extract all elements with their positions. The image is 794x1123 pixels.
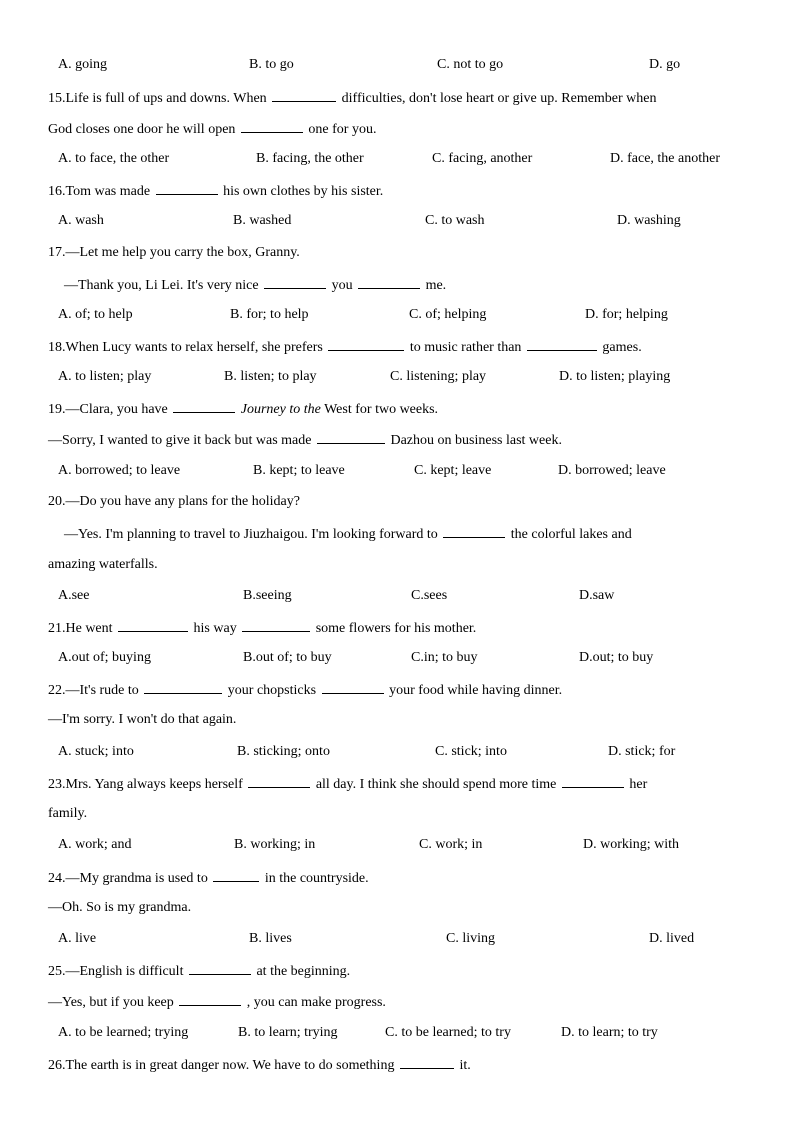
answer-blank bbox=[317, 431, 385, 444]
q23-option-d[interactable]: D. working; with bbox=[583, 837, 680, 852]
answer-blank bbox=[156, 182, 218, 195]
q14-options bbox=[0, 57, 794, 73]
q23-stem-line2: family. bbox=[48, 806, 88, 821]
answer-blank bbox=[179, 993, 241, 1006]
q15-options bbox=[0, 151, 794, 167]
q22-options bbox=[0, 744, 794, 760]
q24-option-d[interactable]: D. lived bbox=[649, 931, 695, 946]
answer-blank bbox=[358, 276, 420, 289]
q21-options bbox=[0, 650, 794, 666]
q14-option-c[interactable]: C. not to go bbox=[437, 57, 504, 72]
q15-stem-line2: God closes one door he will open one for you. bbox=[48, 122, 377, 137]
q19-option-d[interactable]: D. borrowed; leave bbox=[558, 463, 666, 478]
q16-option-a[interactable]: A. wash bbox=[58, 213, 104, 228]
q21-option-c[interactable]: C.in; to buy bbox=[411, 650, 478, 665]
q18-option-a[interactable]: A. to listen; play bbox=[58, 369, 152, 384]
q25-options bbox=[0, 1025, 794, 1041]
q18-option-c[interactable]: C. listening; play bbox=[390, 369, 487, 384]
q21-option-b[interactable]: B.out of; to buy bbox=[243, 650, 332, 665]
q25-option-c[interactable]: C. to be learned; to try bbox=[385, 1025, 511, 1040]
q14-option-a[interactable]: A. going bbox=[58, 57, 107, 72]
q19-stem-line2: —Sorry, I wanted to give it back but was made Dazhou on business last week. bbox=[48, 433, 562, 448]
answer-blank bbox=[242, 619, 310, 632]
q17-option-d[interactable]: D. for; helping bbox=[585, 307, 668, 322]
q23-option-c[interactable]: C. work; in bbox=[419, 837, 483, 852]
q21-stem: 21.He went his way some flowers for his mother. bbox=[48, 621, 477, 636]
q16-option-c[interactable]: C. to wash bbox=[425, 213, 485, 228]
q15-stem-line1: 15.Life is full of ups and downs. When difficulties, don't lose heart or give up. Remember when bbox=[48, 91, 657, 106]
answer-blank bbox=[144, 681, 222, 694]
q23-option-b[interactable]: B. working; in bbox=[234, 837, 316, 852]
q22-option-c[interactable]: C. stick; into bbox=[435, 744, 507, 759]
q23-option-a[interactable]: A. work; and bbox=[58, 837, 132, 852]
q20-options bbox=[0, 588, 794, 604]
q16-stem: 16.Tom was made his own clothes by his sister. bbox=[48, 184, 384, 199]
answer-blank bbox=[264, 276, 326, 289]
q21-option-a[interactable]: A.out of; buying bbox=[58, 650, 151, 665]
answer-blank bbox=[328, 338, 404, 351]
answer-blank bbox=[189, 962, 251, 975]
q22-option-a[interactable]: A. stuck; into bbox=[58, 744, 134, 759]
answer-blank bbox=[400, 1056, 454, 1069]
q19-option-b[interactable]: B. kept; to leave bbox=[253, 463, 345, 478]
answer-blank bbox=[322, 681, 384, 694]
q14-option-d[interactable]: D. go bbox=[649, 57, 681, 72]
q20-stem-line2: —Yes. I'm planning to travel to Jiuzhaigou. I'm looking forward to the colorful lakes and bbox=[64, 527, 632, 542]
q15-option-b[interactable]: B. facing, the other bbox=[256, 151, 364, 166]
q17-stem-line1: 17.—Let me help you carry the box, Granny. bbox=[48, 245, 300, 260]
q23-options bbox=[0, 837, 794, 853]
q20-option-c[interactable]: C.sees bbox=[411, 588, 448, 603]
answer-blank bbox=[527, 338, 597, 351]
q24-stem-line2: —Oh. So is my grandma. bbox=[48, 900, 192, 915]
q23-stem-line1: 23.Mrs. Yang always keeps herself all day. I think she should spend more time her bbox=[48, 777, 648, 792]
answer-blank bbox=[443, 525, 505, 538]
answer-blank bbox=[562, 775, 624, 788]
q19-options bbox=[0, 463, 794, 479]
q20-stem-line3: amazing waterfalls. bbox=[48, 557, 158, 572]
q16-option-b[interactable]: B. washed bbox=[233, 213, 292, 228]
q19-stem-line1: 19.—Clara, you have Journey to the West for two weeks. bbox=[48, 402, 439, 417]
q24-options bbox=[0, 931, 794, 947]
answer-blank bbox=[118, 619, 188, 632]
q25-stem-line2: —Yes, but if you keep , you can make progress. bbox=[48, 995, 386, 1010]
q22-stem-line1: 22.—It's rude to your chopsticks your food while having dinner. bbox=[48, 683, 563, 698]
q18-stem: 18.When Lucy wants to relax herself, she prefers to music rather than games. bbox=[48, 340, 642, 355]
q20-option-a[interactable]: A.see bbox=[58, 588, 90, 603]
q18-option-b[interactable]: B. listen; to play bbox=[224, 369, 317, 384]
q15-option-c[interactable]: C. facing, another bbox=[432, 151, 533, 166]
q25-option-d[interactable]: D. to learn; to try bbox=[561, 1025, 658, 1040]
q24-option-a[interactable]: A. live bbox=[58, 931, 97, 946]
q16-option-d[interactable]: D. washing bbox=[617, 213, 681, 228]
q25-option-b[interactable]: B. to learn; trying bbox=[238, 1025, 338, 1040]
q21-option-d[interactable]: D.out; to buy bbox=[579, 650, 654, 665]
q18-options bbox=[0, 369, 794, 385]
q20-stem-line1: 20.—Do you have any plans for the holiday? bbox=[48, 494, 300, 509]
q25-option-a[interactable]: A. to be learned; trying bbox=[58, 1025, 189, 1040]
answer-blank bbox=[248, 775, 310, 788]
q19-option-c[interactable]: C. kept; leave bbox=[414, 463, 492, 478]
answer-blank bbox=[272, 89, 336, 102]
q22-option-d[interactable]: D. stick; for bbox=[608, 744, 676, 759]
answer-blank bbox=[213, 869, 259, 882]
q20-option-d[interactable]: D.saw bbox=[579, 588, 615, 603]
q17-stem-line2: —Thank you, Li Lei. It's very nice you me. bbox=[64, 278, 447, 293]
q17-option-c[interactable]: C. of; helping bbox=[409, 307, 487, 322]
q25-stem-line1: 25.—English is difficult at the beginning. bbox=[48, 964, 351, 979]
q15-option-d[interactable]: D. face, the another bbox=[610, 151, 720, 166]
q22-stem-line2: —I'm sorry. I won't do that again. bbox=[48, 712, 237, 727]
q14-option-b[interactable]: B. to go bbox=[249, 57, 294, 72]
q24-option-c[interactable]: C. living bbox=[446, 931, 496, 946]
q15-option-a[interactable]: A. to face, the other bbox=[58, 151, 170, 166]
answer-blank bbox=[241, 120, 303, 133]
q24-stem-line1: 24.—My grandma is used to in the countryside. bbox=[48, 871, 369, 886]
q18-option-d[interactable]: D. to listen; playing bbox=[559, 369, 671, 384]
q16-options bbox=[0, 213, 794, 229]
q20-option-b[interactable]: B.seeing bbox=[243, 588, 292, 603]
q17-option-a[interactable]: A. of; to help bbox=[58, 307, 133, 322]
q24-option-b[interactable]: B. lives bbox=[249, 931, 292, 946]
answer-blank bbox=[173, 400, 235, 413]
q22-option-b[interactable]: B. sticking; onto bbox=[237, 744, 330, 759]
q17-options bbox=[0, 307, 794, 323]
q17-option-b[interactable]: B. for; to help bbox=[230, 307, 309, 322]
q19-option-a[interactable]: A. borrowed; to leave bbox=[58, 463, 181, 478]
q26-stem: 26.The earth is in great danger now. We have to do something it. bbox=[48, 1058, 471, 1073]
